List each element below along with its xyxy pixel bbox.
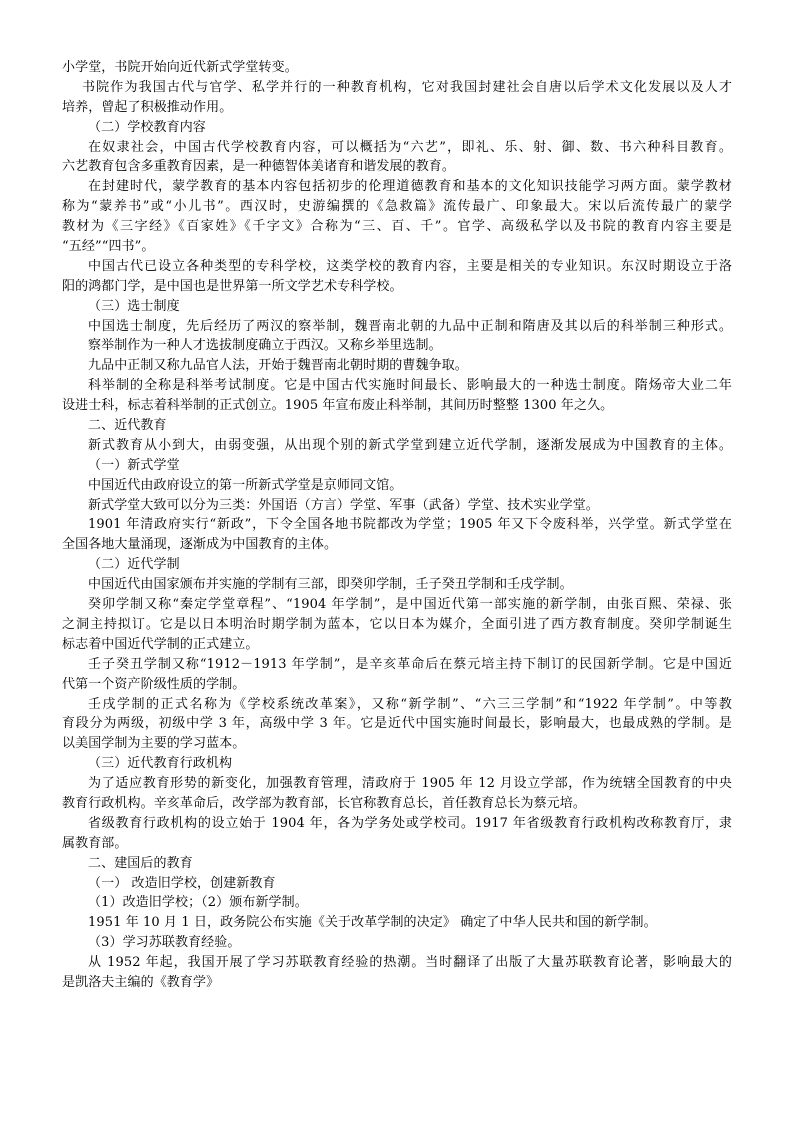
- text-line: 称为“蒙养书”或“小儿书”。西汉时，史游编撰的《急救篇》流传最广、印象最大。宋以后流传最广的蒙学: [62, 199, 732, 215]
- text-line: 之洞主持拟订。它是以日本明治时期学制为蓝本，它以日本为媒介，全面引进了西方教育制度。癸卯学制诞生: [62, 616, 732, 632]
- text-line: 是凯洛夫主编的《教育学》: [62, 974, 220, 990]
- document-page: [62, 58, 732, 993]
- text-line: 在奴隶社会，中国古代学校教育内容，可以概括为“六艺”，即礼、乐、射、御、数、书六种科目教育。: [88, 139, 732, 155]
- text-line: （三）选士制度: [88, 298, 180, 314]
- text-line: 教材为《三字经》《百家姓》《千字文》合称为“三、百、千”。官学、高级私学以及书院的教育内容主要是: [62, 219, 732, 235]
- text-line: 科举制的全称是科举考试制度。它是中国古代实施时间最长、影响最大的一种选士制度。隋炀帝大业二年: [88, 378, 732, 394]
- text-line: 中国近代由国家颁布并实施的学制有三部，即癸卯学制，壬子癸丑学制和壬戌学制。: [88, 577, 573, 593]
- text-line: 新式学堂大致可以分为三类：外国语（方言）学堂、军事（武备）学堂、技术实业学堂。: [88, 497, 599, 513]
- text-line: （一） 改造旧学校，创建新教育: [88, 875, 276, 891]
- text-line: 代第一个资产阶级性质的学制。: [62, 676, 246, 692]
- text-line: “五经”“四书”。: [62, 239, 155, 255]
- text-line: 二、建国后的教育: [88, 855, 193, 871]
- text-line: （1）改造旧学校；（2）颁布新学制。: [88, 895, 308, 911]
- text-line: 属教育部。: [62, 835, 128, 851]
- text-line: 以美国学制为主要的学习蓝本。: [62, 736, 246, 752]
- text-line: 书院作为我国古代与官学、私学并行的一种教育机构，它对我国封建社会自唐以后学术文化发展以及人才: [82, 79, 732, 95]
- text-line: 全国各地大量涌现，逐渐成为中国教育的主体。: [62, 537, 338, 553]
- text-line: （二）近代学制: [88, 557, 180, 573]
- text-line: 六艺教育包含多重教育因素，是一种德智体美诸育和谐发展的教育。: [62, 159, 456, 175]
- text-line: 壬子癸丑学制又称“1912－1913 年学制”，是辛亥革命后在蔡元培主持下制订的民国新学制。它是中国近: [88, 656, 732, 672]
- text-line: （3）学习苏联教育经验。: [88, 935, 241, 951]
- text-line: 小学堂，书院开始向近代新式学堂转变。: [62, 60, 298, 75]
- text-line: 中国古代已设立各种类型的专科学校，这类学校的教育内容，主要是相关的专业知识。东汉时期设立于洛: [88, 258, 732, 274]
- text-line: 为了适应教育形势的新变化，加强教育管理，清政府于 1905 年 12 月设立学部，作为统辖全国教育的中央: [88, 776, 732, 792]
- text-line: 标志着中国近代学制的正式建立。: [62, 636, 259, 652]
- text-line: 癸卯学制又称“秦定学堂章程”、“1904 年学制”，是中国近代第一部实施的新学制，由张百熙、荣禄、张: [88, 597, 732, 613]
- text-line: 阳的鸿都门学，是中国也是世界第一所文学艺术专科学校。: [62, 278, 403, 294]
- text-line: 新式教育从小到大，由弱变强，从出现个别的新式学堂到建立近代学制，逐渐发展成为中国教育的主体。: [88, 437, 732, 453]
- text-line: 教育行政机构。辛亥革命后，改学部为教育部，长官称教育总长，首任教育总长为蔡元培。: [62, 795, 587, 811]
- text-line: 察举制作为一种人才选拔制度确立于西汉。又称乡举里选制。: [88, 338, 442, 354]
- text-line: 省级教育行政机构的设立始于 1904 年，各为学务处或学校司。1917 年省级教育行政机构改称教育厅，隶: [88, 815, 732, 831]
- text-line: 壬戌学制的正式名称为《学校系统改革案》，又称“新学制”、“六三三学制”和“1922 年学制”。中等教: [88, 696, 732, 712]
- text-line: 育段分为两级，初级中学 3 年，高级中学 3 年。它是近代中国实施时间最长，影响最大，也最成熟的学制。是: [62, 716, 732, 732]
- text-line: （一）新式学堂: [88, 457, 180, 473]
- text-line: 从 1952 年起，我国开展了学习苏联教育经验的热潮。当时翻译了出版了大量苏联教育论著，影响最大的: [88, 955, 732, 971]
- text-line: 中国近代由政府设立的第一所新式学堂是京师同文馆。: [88, 477, 403, 493]
- text-line: 中国选士制度，先后经历了两汉的察举制，魏晋南北朝的九品中正制和隋唐及其以后的科举制三种形式。: [88, 318, 732, 334]
- text-line: （二）学校教育内容: [88, 119, 206, 135]
- text-line: （三）近代教育行政机构: [88, 756, 233, 772]
- text-line: 二、近代教育: [88, 418, 167, 434]
- text-line: 1951 年 10 月 1 日，政务院公布实施《关于改革学制的决定》 确定了中华人民共和国的新学制。: [88, 915, 657, 931]
- text-line: 设进士科，标志着科举制的正式创立。1905 年宣布废止科举制，其间历时整整 1300 年之久。: [62, 398, 614, 414]
- text-line: 在封建时代，蒙学教育的基本内容包括初步的伦理道德教育和基本的文化知识技能学习两方面。蒙学教材: [88, 179, 732, 195]
- text-line: 九品中正制又称九品官人法，开始于魏晋南北朝时期的曹魏争取。: [88, 358, 468, 374]
- text-line: 1901 年清政府实行“新政”，下令全国各地书院都改为学堂；1905 年又下令废科举，兴学堂。新式学堂在: [88, 517, 732, 533]
- text-line: 培养，曾起了积极推动作用。: [62, 99, 233, 115]
